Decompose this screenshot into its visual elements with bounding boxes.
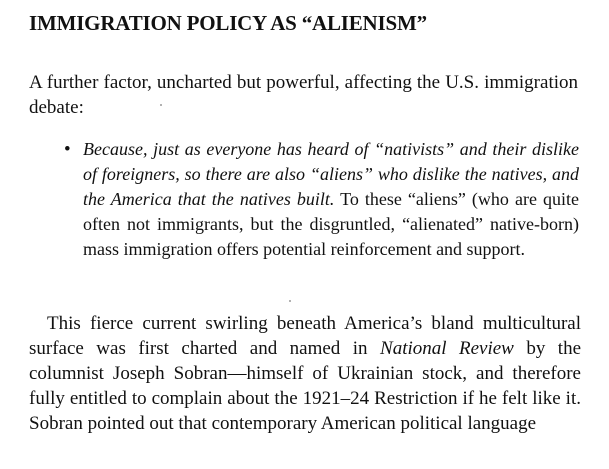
body-text-part2: by the columnist Joseph Sobran—himself of Ukrainian stock, and therefore fully entitled to complain about the 1921–24 Restriction if he felt like it. Sobran pointed out that contemporary American political language — [29, 338, 581, 434]
body-paragraph — [29, 311, 581, 436]
section-heading: IMMIGRATION POLICY AS “ALIENISM” — [29, 11, 427, 35]
scan-speck — [289, 300, 291, 302]
scan-speck — [160, 104, 162, 106]
bullet-marker: • — [64, 139, 71, 160]
bullet-italic-text: Because, just as everyone has heard of “nativists” and their dislike of foreigners, so there are also “aliens” who dislike the natives, and the America that the natives built. — [83, 139, 579, 209]
bullet-text — [83, 137, 579, 262]
intro-paragraph: A further factor, uncharted but powerful, affecting the U.S. immigration debate: — [29, 72, 578, 118]
body-text-part1: This fierce current swirling beneath America’s bland multicultural surface was first charted and named in — [29, 313, 581, 359]
publication-title: National Review — [380, 338, 514, 359]
bullet-roman-text: To these “aliens” (who are quite often not immigrants, but the disgruntled, “alienated” native-born) mass immigration offers potential reinforcement and support. — [83, 189, 579, 259]
